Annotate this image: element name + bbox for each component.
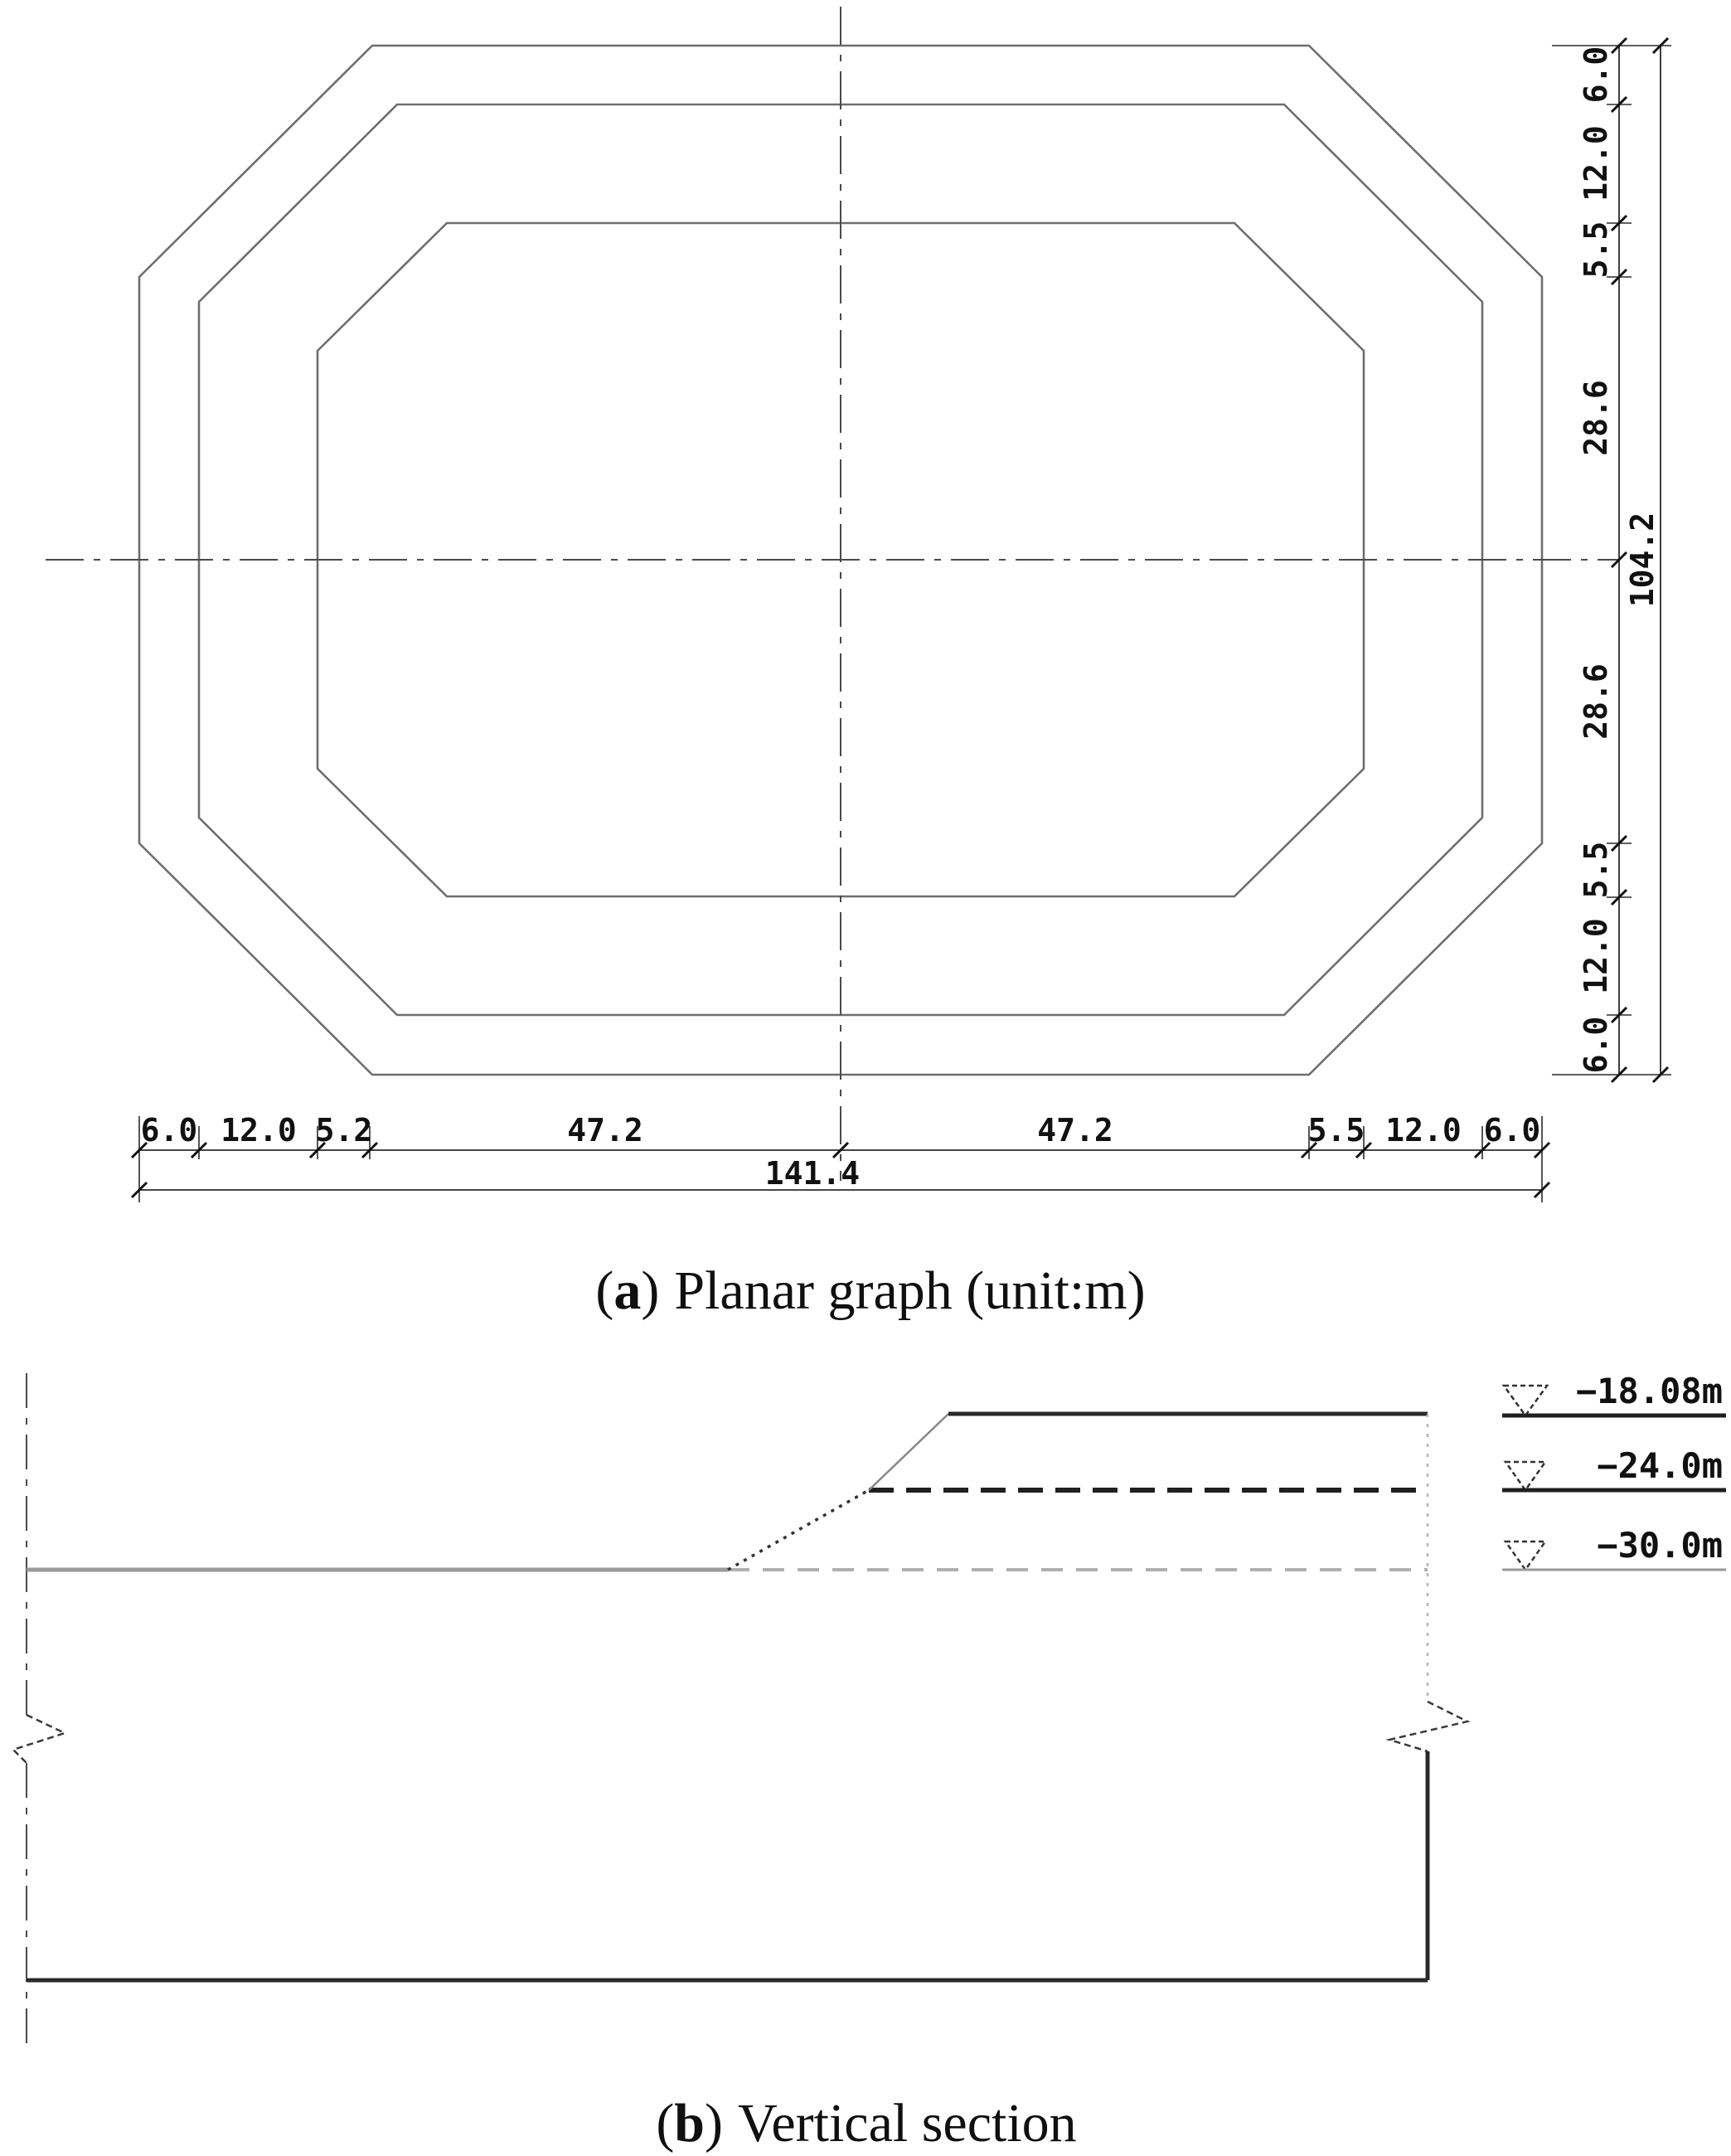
- bottom-total-label: 141.4: [764, 1155, 861, 1192]
- right-dim-label: 5.5: [1578, 221, 1614, 279]
- elevation-marker-30: [1502, 1525, 1726, 1570]
- elevation-label: −30.0m: [1597, 1525, 1723, 1566]
- bottom-dim-label: 6.0: [1483, 1112, 1541, 1148]
- elevation-label: −18.08m: [1575, 1371, 1723, 1411]
- elevation-markers: [1502, 1371, 1726, 1570]
- right-dim-label: 28.6: [1578, 380, 1614, 456]
- caption-a-close: ): [641, 1260, 660, 1321]
- right-dim-label: 12.0: [1578, 125, 1614, 202]
- bottom-dim-label: 47.2: [567, 1112, 643, 1148]
- planar-graph: [46, 7, 1671, 1202]
- right-dim-label: 12.0: [1578, 918, 1614, 994]
- elevation-marker-24: [1502, 1445, 1726, 1490]
- level-triangle-icon: [1506, 1462, 1545, 1490]
- caption-a-text: Planar graph (unit:m): [674, 1260, 1146, 1321]
- bottom-dim-label: 47.2: [1037, 1112, 1113, 1148]
- caption-b-open: (: [656, 2093, 675, 2154]
- right-dim-label: 5.5: [1578, 841, 1614, 899]
- level-triangle-icon: [1506, 1542, 1545, 1570]
- caption-b-close: ): [705, 2093, 724, 2154]
- center-lines: [46, 7, 1619, 1181]
- elevation-label: −24.0m: [1597, 1445, 1723, 1486]
- bottom-dim-label: 6.0: [140, 1112, 198, 1148]
- right-dim-label: 6.0: [1578, 1016, 1614, 1074]
- caption-b-text: Vertical section: [738, 2093, 1077, 2154]
- left-centerline: [13, 1373, 65, 2048]
- slope-dotted-line: [728, 1490, 869, 1570]
- bottom-dim-label: 12.0: [221, 1112, 297, 1148]
- caption-a-label: a: [613, 1260, 642, 1321]
- right-dim-label: 28.6: [1578, 663, 1614, 740]
- vertical-section: [13, 1371, 1726, 2048]
- caption-b-label: b: [674, 2093, 705, 2154]
- bottom-dim-label: 5.2: [315, 1112, 373, 1148]
- caption-a: [595, 1260, 1145, 1321]
- caption-a-open: (: [595, 1260, 614, 1321]
- right-break-symbol: [1389, 1702, 1467, 1751]
- bottom-dim-label: 12.0: [1385, 1112, 1462, 1148]
- slope-thin-line: [869, 1414, 948, 1490]
- caption-b: [656, 2093, 1076, 2154]
- right-total-label: 104.2: [1624, 512, 1661, 608]
- bottom-dim-label: 5.5: [1307, 1112, 1365, 1148]
- left-break-symbol: [13, 1715, 65, 1763]
- elevation-marker-18: [1502, 1371, 1726, 1415]
- section-profile: [27, 1414, 1467, 1980]
- level-triangle-icon: [1504, 1386, 1547, 1415]
- right-dim-label: 6.0: [1578, 46, 1614, 104]
